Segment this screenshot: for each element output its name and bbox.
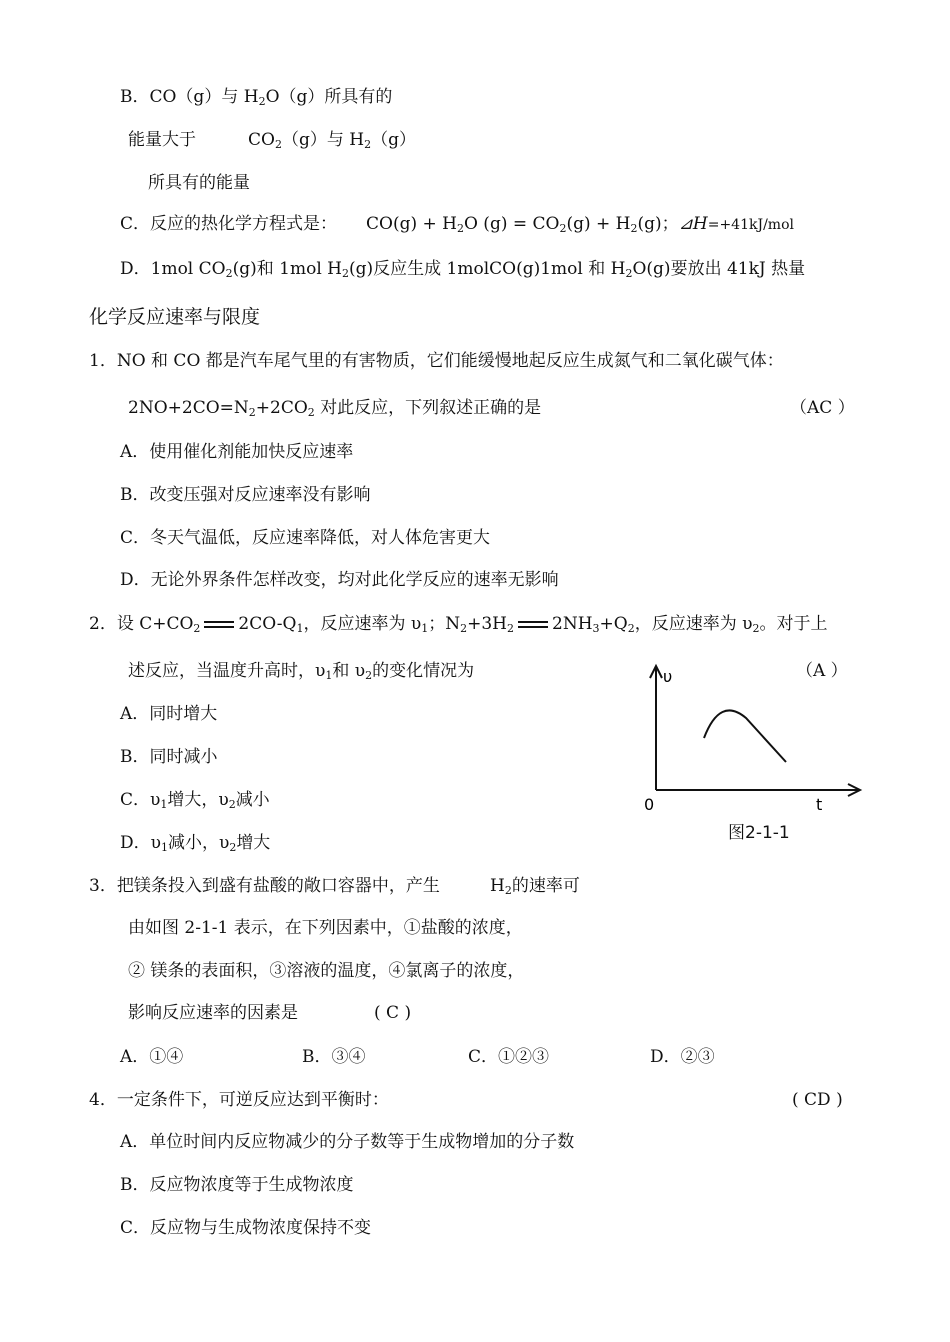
question-3-stem-tail: $H_2$的速率可: [490, 876, 580, 897]
y-axis-label: υ: [663, 667, 673, 686]
question-3-option-a: A．①④: [120, 1047, 184, 1067]
question-1-option-b: B．改变压强对反应速率没有影响: [120, 485, 371, 505]
question-4-option-a: A．单位时间内反应物减少的分子数等于生成物增加的分子数: [120, 1132, 575, 1152]
equilibrium-arrow-icon: [518, 621, 548, 629]
question-2-answer: （A ）: [796, 661, 848, 681]
question-4-option-c: C．反应物与生成物浓度保持不变: [120, 1218, 372, 1238]
question-3-option-d: D．②③: [650, 1047, 715, 1067]
question-2-option-d: D．$\upsilon_1$减小，$\upsilon_2$增大: [120, 833, 271, 854]
section-title: 化学反应速率与限度: [89, 306, 261, 328]
question-3-line3: ② 镁条的表面积，③溶液的温度，④氯离子的浓度，: [128, 961, 525, 981]
question-3-option-c: C．①②③: [468, 1047, 550, 1067]
question-2-option-b: B．同时减小: [120, 747, 218, 767]
option-b-line3: 所具有的能量: [148, 173, 250, 193]
option-b-line2: 能量大于: [128, 130, 196, 150]
question-2-line2: 述反应，当温度升高时，$\upsilon_1$和 $\upsilon_2$的变化情况为: [128, 661, 475, 682]
question-3-stem: 3．把镁条投入到盛有盐酸的敞口容器中，产生: [89, 876, 440, 896]
question-1-option-d: D．无论外界条件怎样改变，均对此化学反应的速率无影响: [120, 570, 559, 590]
rate-curve: [704, 710, 786, 762]
question-1-option-a: A．使用催化剂能加快反应速率: [120, 442, 354, 462]
question-2-option-c: C．$\upsilon_1$增大，$\upsilon_2$减小: [120, 790, 270, 811]
question-1-answer: （AC ）: [790, 398, 855, 418]
question-4-option-b: B．反应物浓度等于生成物浓度: [120, 1175, 354, 1195]
question-3-answer: ( C ): [374, 1003, 412, 1023]
option-c-equation: $CO(g) + H_2O$ $(g) = CO_2(g) + H_2(g)$；⊿H=+41kJ/mol: [366, 214, 794, 235]
question-3-line2: 由如图 2-1-1 表示，在下列因素中，①盐酸的浓度，: [128, 918, 523, 938]
option-b-line1: B．CO（g）与 $H_2O(g)$所具有的: [120, 87, 393, 108]
question-1-option-c: C．冬天气温低，反应速率降低，对人体危害更大: [120, 528, 491, 548]
question-3-line4: 影响反应速率的因素是: [128, 1003, 298, 1023]
question-1-equation: $2NO+2CO=N_2+2CO_2$ 对此反应，下列叙述正确的是: [128, 398, 542, 419]
option-b-line2-formula: $CO_2(g)$与 $H_2(g)$: [248, 130, 416, 151]
option-c-label: C．反应的热化学方程式是：: [120, 214, 338, 234]
question-1-stem: 1．NO 和 CO 都是汽车尾气里的有害物质，它们能缓慢地起反应生成氮气和二氧化碳气体：: [89, 351, 784, 371]
figure-caption: 图2-1-1: [728, 823, 790, 843]
option-d: D．1mol $CO_2(g)$和 1mol $H_2(g)$反应生成 1molCO(g)1mol 和 $H_2O(g)$要放出 41kJ 热量: [120, 259, 806, 280]
question-2-option-a: A．同时增大: [120, 704, 218, 724]
question-3-option-b: B．③④: [302, 1047, 366, 1067]
question-4-answer: ( CD ): [792, 1090, 843, 1110]
origin-label: 0: [644, 795, 655, 814]
equilibrium-arrow-icon: [204, 621, 234, 629]
question-4-stem: 4．一定条件下，可逆反应达到平衡时：: [89, 1090, 389, 1110]
question-2-stem: 2．设 $C+CO_2$ $2CO-Q_1$，反应速率为 $\upsilon_1$；$N_2+3H_2$ $2NH_3+Q_2$，反应速率为 $\upsilon_2$。对于上: [89, 614, 828, 635]
x-axis-label: t: [816, 795, 823, 814]
